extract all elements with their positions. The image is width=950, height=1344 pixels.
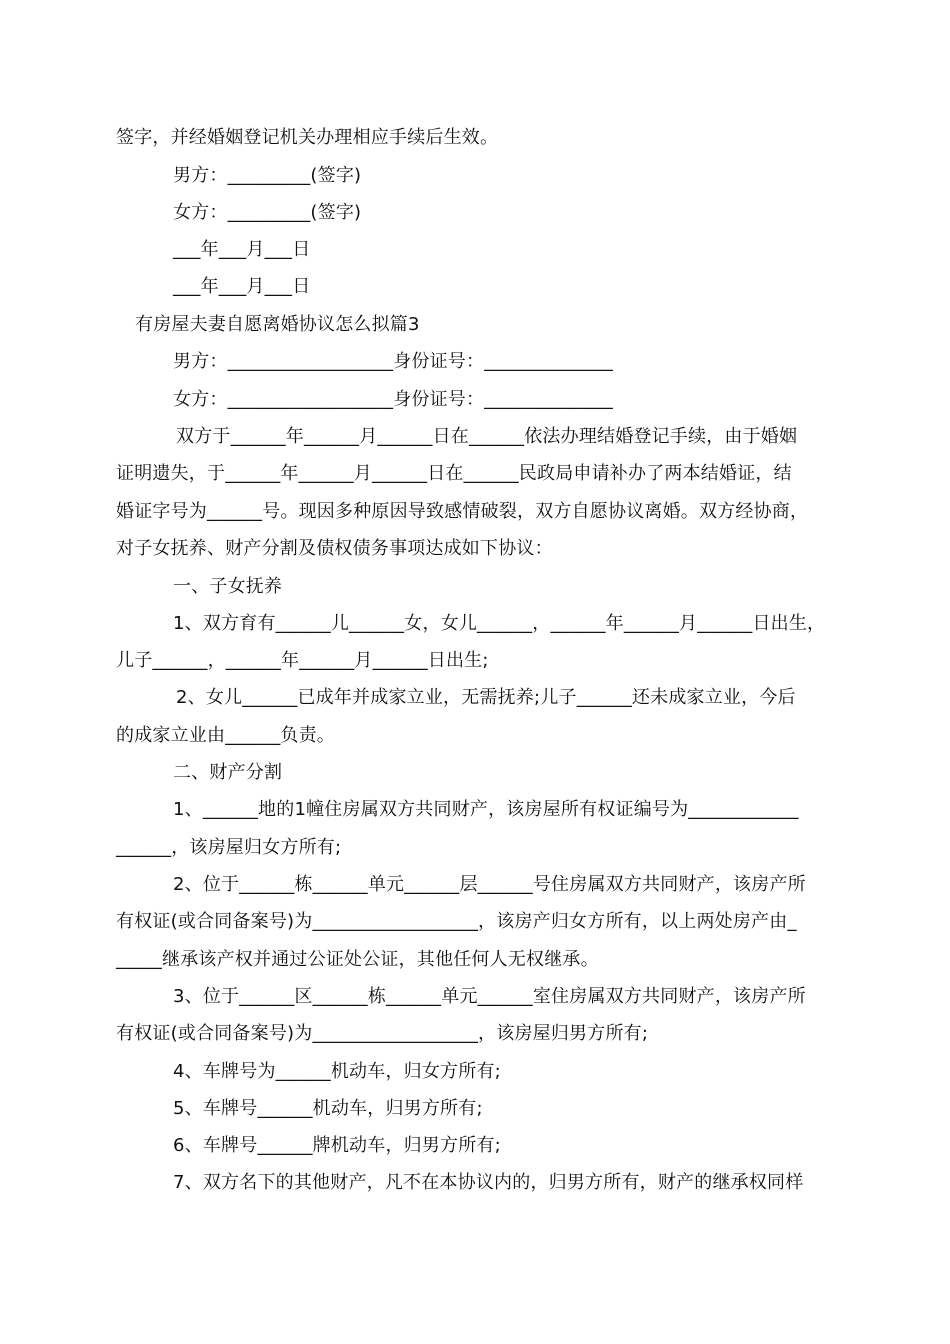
text-line: 男方：_________(签字) bbox=[173, 165, 362, 186]
paragraph-line: 的成家立业由______负责。 bbox=[116, 725, 335, 746]
paragraph-line: 证明遗失，于______年______月______日在______民政局申请补办了两本结婚证，结 bbox=[116, 463, 792, 484]
text-line: ___年___月___日 bbox=[173, 239, 311, 260]
paragraph-line: ______，该房屋归女方所有; bbox=[116, 837, 342, 858]
section-heading: 一、子女抚养 bbox=[173, 576, 283, 597]
paragraph-line: 有权证(或合同备案号)为__________________，该房屋归男方所有; bbox=[116, 1023, 649, 1044]
paragraph-line: 双方于______年______月______日在______依法办理结婚登记手续，由于婚姻 bbox=[176, 426, 798, 447]
text-line: 女方：_________(签字) bbox=[173, 202, 362, 223]
section-title: 有房屋夫妻自愿离婚协议怎么拟篇3 bbox=[135, 314, 420, 335]
paragraph-line: 3、位于______区______栋______单元______室住房属双方共同财产，该房产所 bbox=[173, 986, 806, 1007]
text-line: 男方：__________________身份证号：______________ bbox=[173, 351, 613, 372]
paragraph-line: 儿子______，______年______月______日出生; bbox=[116, 650, 489, 671]
paragraph-line: 5、车牌号______机动车，归男方所有; bbox=[173, 1098, 483, 1119]
paragraph-line: 2、女儿______已成年并成家立业，无需抚养;儿子______还未成家立业，今后 bbox=[176, 687, 796, 708]
paragraph-line: 1、______地的1幢住房属双方共同财产，该房屋所有权证编号为____________ bbox=[173, 799, 799, 820]
paragraph-line: 2、位于______栋______单元______层______号住房属双方共同财产，该房产所 bbox=[173, 874, 806, 895]
text-line: ___年___月___日 bbox=[173, 276, 311, 297]
paragraph-line: 4、车牌号为______机动车，归女方所有; bbox=[173, 1061, 501, 1082]
paragraph-line: 7、双方名下的其他财产，凡不在本协议内的，归男方所有，财产的继承权同样 bbox=[173, 1172, 804, 1193]
paragraph-line: 对子女抚养、财产分割及债权债务事项达成如下协议： bbox=[116, 538, 553, 559]
text-line: 签字，并经婚姻登记机关办理相应手续后生效。 bbox=[116, 127, 499, 148]
text-line: 女方：__________________身份证号：______________ bbox=[173, 389, 613, 410]
section-heading: 二、财产分割 bbox=[173, 762, 283, 783]
paragraph-line: 1、双方育有______儿______女，女儿______，______年______月______日出生， bbox=[173, 613, 826, 634]
paragraph-line: 6、车牌号______牌机动车，归男方所有; bbox=[173, 1135, 501, 1156]
paragraph-line: 有权证(或合同备案号)为__________________，该房产归女方所有，以上两处房产由_ bbox=[116, 911, 797, 932]
paragraph-line: _____继承该产权并通过公证处公证，其他任何人无权继承。 bbox=[116, 949, 599, 970]
paragraph-line: 婚证字号为______号。现因多种原因导致感情破裂，双方自愿协议离婚。双方经协商， bbox=[116, 501, 809, 522]
